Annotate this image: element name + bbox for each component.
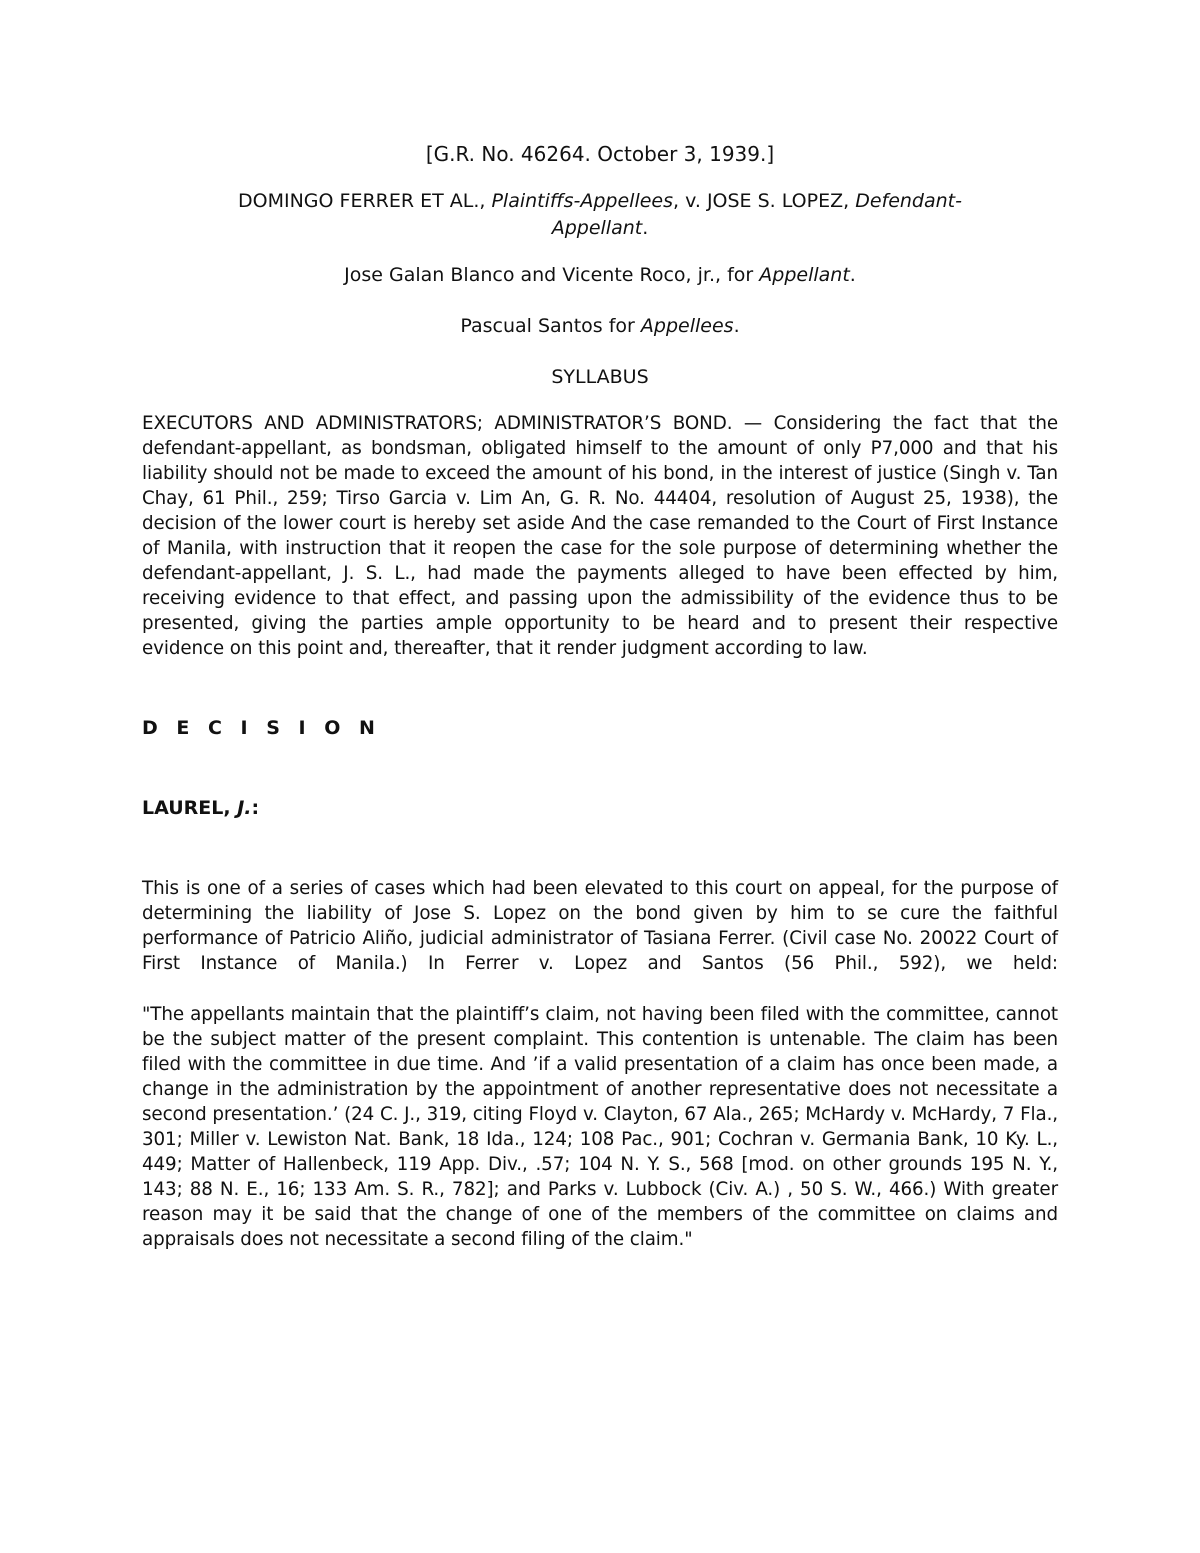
ponente [142,796,1058,821]
defendant-role-part2: Appellant [551,217,643,239]
quoted-passage: "The appellants maintain that the plaintiff’s claim, not having been filed with the committee, cannot be the subject matter of the present complaint. This contention is untenable. The claim has been filed with the committee in due time. And ’if a valid presentation of a claim has once been made, a change in the administration by the appointment of another representative does not necessitate a second presentation.’ (24 C. J., 319, citing Floyd v. Clayton, 67 Ala., 265; McHardy v. McHardy, 7 Fla., 301; Miller v. Lewiston Nat. Bank, 18 Ida., 124; 108 Pac., 901; Cochran v. Germania Bank, 10 Ky. L., 449; Matter of Hallenbeck, 119 App. Div., .57; 104 N. Y. S., 568 [mod. on other grounds 195 N. Y., 143; 88 N. E., 16; 133 Am. S. R., 782]; and Parks v. Lubbock (Civ. A.) , 50 S. W., 466.) With greater reason may it be said that the change of one of the members of the committee on claims and appraisals does not necessitate a second filing of the claim." [142,1004,1058,1250]
parties-caption [142,188,1058,242]
ponente-title: J. [237,797,252,819]
defendant-role-part1: Defendant- [855,190,962,212]
ponente-colon: : [251,797,260,819]
syllabus-heading: SYLLABUS [551,366,649,388]
appellant-counsel [142,262,1058,289]
decision-paragraph: This is one of a series of cases which had been elevated to this court on appeal, for the purpose of determining the liability of Jose S. Lopez on the bond given by him to se cure the faithful performance of Patricio Aliño, judicial administrator of Tasiana Ferrer. (Civil case No. 20022 Court of First Instance of Manila.) In Ferrer v. Lopez and Santos (56 Phil., 592), we held: [142,878,1058,974]
document-page [142,140,1058,1252]
case-number: [G.R. No. 46264. October 3, 1939.] [425,142,775,166]
parties-end: . [642,217,649,239]
decision-heading: D E C I S I O N [142,717,381,739]
appellees-word: Appellees [640,315,734,337]
syllabus-text: EXECUTORS AND ADMINISTRATORS; ADMINISTRATOR’S BOND. — Considering the fact that the defendant-appellant, as bondsman, obligated himself to the amount of only P7,000 and that his liability should not be made to exceed the amount of his bond, in the interest of justice (Singh v. Tan Chay, 61 Phil., 259; Tirso Garcia v. Lim An, G. R. No. 44404, resolution of August 25, 1938), the decision of the lower court is hereby set aside And the case remanded to the Court of First Instance of Manila, with instruction that it reopen the case for the sole purpose of determining whether the defendant-appellant, J. S. L., had made the payments alleged to have been effected by him, receiving evidence to that effect, and passing upon the admissibility of the evidence thus to be presented, giving the parties ample opportunity to be heard and to present their respective evidence on this point and, thereafter, that it render judgment according to law. [142,413,1058,659]
appellant-end: . [849,264,856,286]
appellees-counsel-names: Pascual Santos for [460,315,635,337]
defendant-name: , v. JOSE S. LOPEZ, [673,190,850,212]
plaintiffs-role: Plaintiffs-Appellees [491,190,674,212]
appellant-counsel-names: Jose Galan Blanco and Vicente Roco, jr., for [344,264,754,286]
ponente-name: LAUREL, [142,797,231,819]
appellees-counsel [142,313,1058,340]
appellant-word: Appellant [759,264,850,286]
plaintiffs-name: DOMINGO FERRER ET AL., [238,190,486,212]
appellees-end: . [733,315,740,337]
